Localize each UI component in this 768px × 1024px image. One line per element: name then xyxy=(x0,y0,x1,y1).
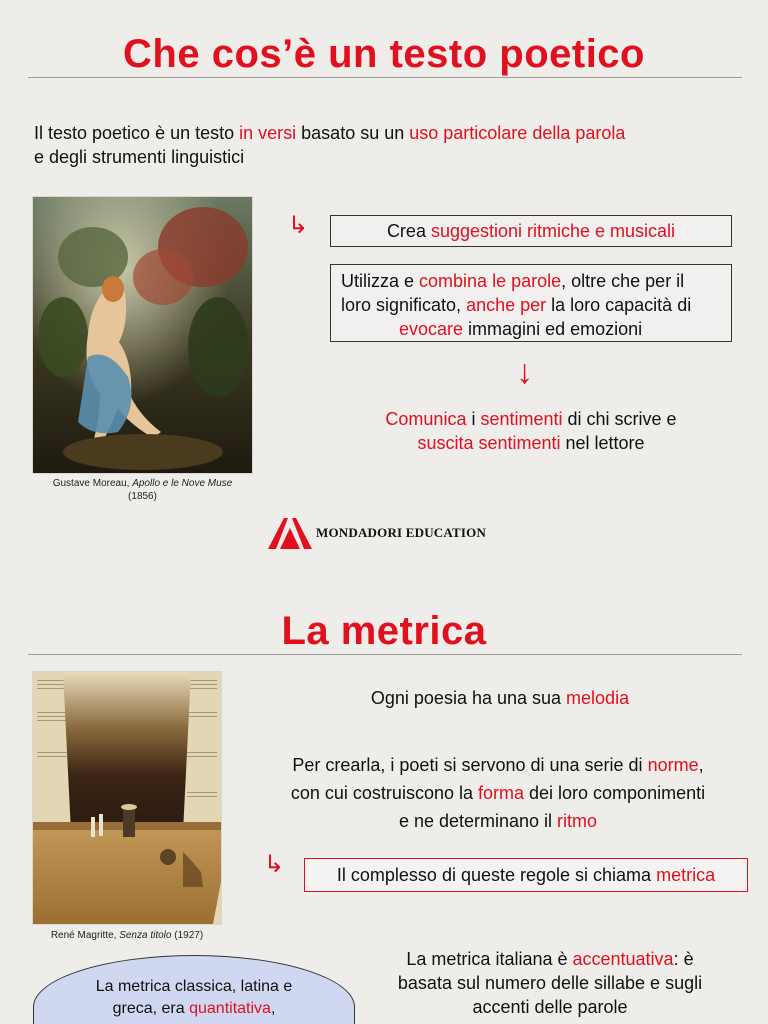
slide2-title: La metrica xyxy=(281,609,487,653)
magritte-caption xyxy=(33,929,221,942)
norms-plain: dei loro componimenti xyxy=(524,783,706,803)
norms-plain: Per crearla, i poeti si servono di una serie di xyxy=(292,755,648,775)
box-text: Crea xyxy=(386,221,431,241)
intro-text: e degli strumenti linguistici xyxy=(34,147,245,167)
moreau-painting-image xyxy=(33,197,252,473)
result-highlight: Comunica xyxy=(385,409,467,429)
intro-text: basato su un xyxy=(296,123,410,143)
italian-plain: accenti delle parole xyxy=(472,997,628,1017)
norms-highlight: norme xyxy=(647,755,699,775)
arrow-right-icon: ↳ xyxy=(288,212,309,239)
caption-author: René Magritte, xyxy=(50,930,120,941)
box-highlight: combina le parole xyxy=(419,271,562,291)
classic-plain: greca, era xyxy=(112,1000,190,1017)
italian-plain: : è xyxy=(673,949,694,969)
box-text: , oltre che per il xyxy=(561,271,685,291)
italian-highlight: accentuativa xyxy=(572,949,674,969)
words-box xyxy=(330,264,732,342)
metrica-box xyxy=(304,858,748,892)
italian-plain: basata sul numero delle sillabe e sugli xyxy=(397,973,703,993)
intro-text: Il testo poetico è un testo xyxy=(34,123,240,143)
moreau-caption xyxy=(33,477,252,503)
title-rule xyxy=(28,654,742,655)
mondadori-logo-mark xyxy=(266,516,316,550)
intro-highlight: in versi xyxy=(239,123,297,143)
result-text xyxy=(330,407,732,455)
box-text: immagini ed emozioni xyxy=(463,319,643,339)
box-highlight: metrica xyxy=(656,865,716,885)
italian-metric-text xyxy=(360,947,740,1019)
norms-plain: e ne determinano il xyxy=(398,811,558,831)
norms-text xyxy=(248,751,748,835)
box-text: loro significato, xyxy=(341,295,467,315)
caption-author: Gustave Moreau, xyxy=(52,478,133,489)
magritte-painting-image xyxy=(33,672,221,924)
slide1-title: Che cos’è un testo poetico xyxy=(123,32,645,76)
result-plain: di chi scrive e xyxy=(562,409,677,429)
mondadori-logo xyxy=(266,516,516,550)
box-text: Il complesso di queste regole si chiama xyxy=(336,865,657,885)
caption-year: (1856) xyxy=(128,491,157,502)
box-highlight: anche per xyxy=(466,295,547,315)
box-highlight: evocare xyxy=(399,319,464,339)
intro-paragraph xyxy=(34,121,754,169)
norms-plain: , xyxy=(698,755,704,775)
italian-plain: La metrica italiana è xyxy=(406,949,573,969)
intro-highlight: uso particolare della parola xyxy=(409,123,626,143)
moreau-painting xyxy=(33,197,252,473)
melody-highlight: melodia xyxy=(566,688,630,708)
caption-work: Apollo e le Nove Muse xyxy=(132,478,233,489)
norms-highlight: ritmo xyxy=(557,811,598,831)
arrow-down-icon: ↓ xyxy=(516,353,533,391)
box-text: la loro capacità di xyxy=(546,295,692,315)
norms-highlight: forma xyxy=(477,783,524,803)
box-highlight: suggestioni ritmiche e musicali xyxy=(430,221,676,241)
arrow-right-icon: ↳ xyxy=(264,851,285,878)
melody-plain: Ogni poesia ha una sua xyxy=(370,688,567,708)
caption-work: Senza titolo xyxy=(119,930,172,941)
melody-text xyxy=(250,686,750,710)
result-highlight: suscita sentimenti xyxy=(417,433,561,453)
norms-plain: con cui costruiscono la xyxy=(290,783,478,803)
logo-text: MONDADORI EDUCATION xyxy=(316,525,487,540)
classic-plain: , xyxy=(270,1000,276,1017)
classic-metric-ellipse xyxy=(33,955,355,1024)
result-plain: i xyxy=(466,409,481,429)
rhythm-box xyxy=(330,215,732,247)
title-rule xyxy=(28,77,742,78)
result-plain: nel lettore xyxy=(560,433,645,453)
classic-plain: La metrica classica, latina e xyxy=(95,978,293,995)
result-highlight: sentimenti xyxy=(480,409,563,429)
classic-highlight: quantitativa xyxy=(189,1000,271,1017)
magritte-painting xyxy=(33,672,221,924)
box-text: Utilizza e xyxy=(341,271,420,291)
caption-year: (1927) xyxy=(171,930,204,941)
